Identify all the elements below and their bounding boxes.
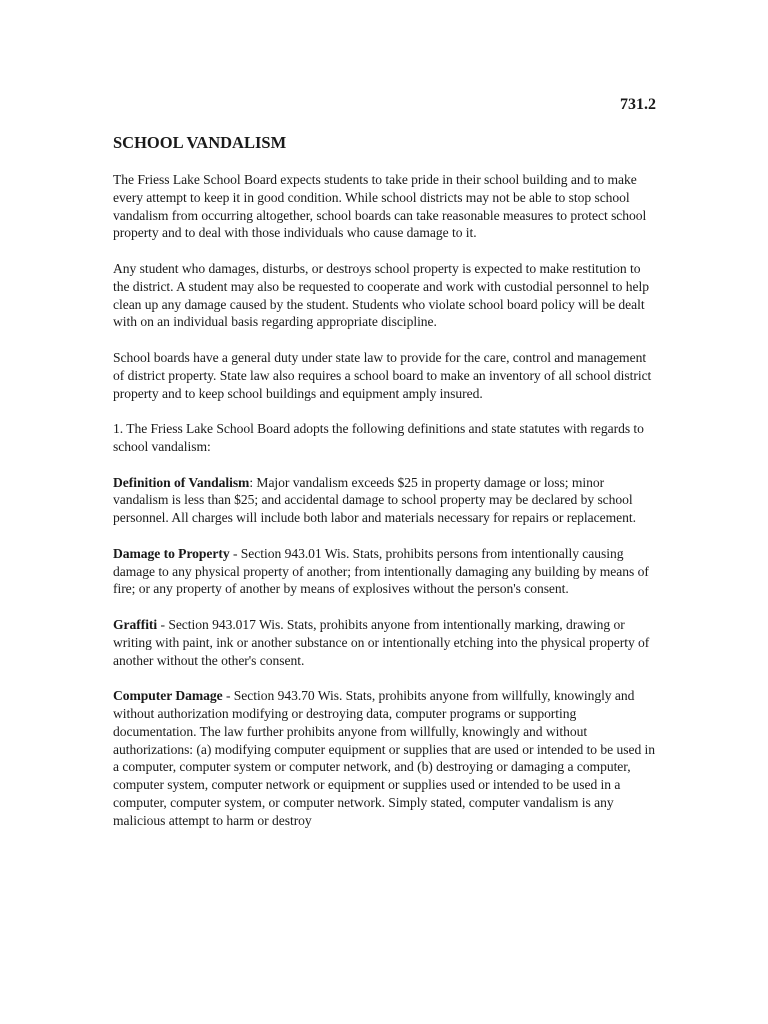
paragraph-intro: The Friess Lake School Board expects students to take pride in their school building and to make every attempt to keep it in good condition. While school districts may not be able to stop school vandalism from occurring altogether, school boards can take reasonable measures to protect school property and to deal with those individuals who cause damage to it. (113, 172, 647, 241)
definition-damage-to-property-text: - Section 943.01 Wis. Stats, prohibits persons from intentionally causing damage to any physical property of another; from intentionally damaging any building by means of fire; or any property of another by means of explosives without the person's consent. (113, 545, 649, 597)
definition-graffiti-term: Graffiti (113, 616, 158, 632)
definition-computer-damage (113, 687, 658, 829)
definition-damage-to-property (113, 545, 658, 598)
definition-vandalism-text: : Major vandalism exceeds $25 in property damage or loss; minor vandalism is less than $25; and accidental damage to school property may be declared by school personnel. All charges will include both labor and materials necessary for repairs or replacement. (113, 474, 636, 526)
definition-graffiti (113, 616, 658, 669)
policy-number: 731.2 (620, 96, 656, 113)
definition-computer-damage-term: Computer Damage (113, 688, 223, 704)
definition-vandalism-term: Definition of Vandalism (113, 474, 250, 490)
paragraph-duty: School boards have a general duty under state law to provide for the care, control and management of district property. State law also requires a school board to make an inventory of all school district property and to keep school buildings and equipment amply insured. (113, 349, 652, 401)
definition-computer-damage-text: - Section 943.70 Wis. Stats, prohibits anyone from willfully, knowingly and without authorization modifying or destroying data, computer programs or supporting documentation. The law further prohibits anyone from willfully, knowingly and without authorizations: (a) modifying computer equipment or supplies that are used or intended to be used in a computer, computer system or computer network, and (b) destroying or damaging a computer, computer system, computer network or equipment or supplies used or intended to be used in a computer, computer system, or computer network. Simply stated, computer vandalism is any malicious attempt to harm or destroy (113, 688, 656, 828)
page-title: SCHOOL VANDALISM (113, 133, 287, 152)
document-body (113, 171, 658, 847)
definition-damage-to-property-term: Damage to Property (113, 545, 230, 561)
paragraph-restitution: Any student who damages, disturbs, or destroys school property is expected to make restitution to the district. A student may also be requested to cooperate and work with custodial personnel to help clean up any damage caused by the student. Students who violate school board policy will be dealt with on an individual basis regarding appropriate discipline. (113, 260, 649, 330)
definition-graffiti-text: - Section 943.017 Wis. Stats, prohibits anyone from intentionally marking, drawing or writing with paint, ink or another substance on or intentionally etching into the physical property of another without the other's consent. (113, 616, 650, 668)
paragraph-adopts: 1. The Friess Lake School Board adopts the following definitions and state statutes with regards to school vandalism: (113, 421, 644, 454)
definition-vandalism (113, 474, 658, 527)
